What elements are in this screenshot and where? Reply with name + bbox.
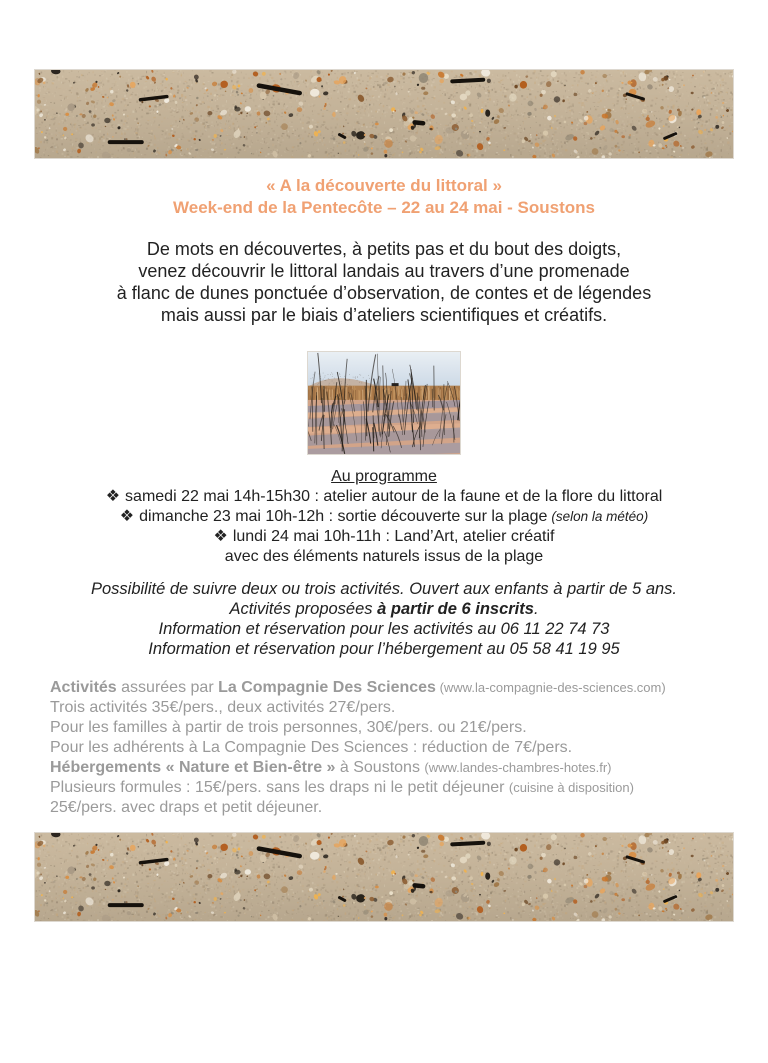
program-item-saturday-text: samedi 22 mai 14h-15h30 : atelier autour de la faune et de la flore du littoral xyxy=(125,488,663,505)
conditions-line-2 xyxy=(0,599,768,619)
program-heading: Au programme xyxy=(331,468,437,485)
banner-photo-bottom xyxy=(34,832,734,922)
event-title-block xyxy=(0,175,768,219)
program-item-monday-text: lundi 24 mai 10h-11h : Land’Art, atelier créatif xyxy=(232,528,555,545)
program-item-monday-cont: avec des éléments naturels issus de la plage xyxy=(224,548,544,565)
min-participants: à partir de 6 inscrits xyxy=(377,600,534,618)
formulas-text: Plusieurs formules : 15€/pers. sans les draps ni le petit déjeuner xyxy=(50,779,509,796)
program-item-sunday xyxy=(0,507,768,527)
program-section xyxy=(0,467,768,567)
pricing-line-2: Trois activités 35€/pers., deux activités 27€/pers. xyxy=(50,699,396,716)
conditions-line-1: Possibilité de suivre deux ou trois activités. Ouvert aux enfants à partir de 5 ans. xyxy=(90,580,678,598)
dunes-photo-canvas xyxy=(308,352,460,454)
activities-phone-line: Information et réservation pour les activités au 06 11 22 74 73 xyxy=(158,620,610,638)
event-title: « A la découverte du littoral » xyxy=(266,176,502,195)
lodging-place: à Soustons xyxy=(335,759,425,776)
lodging-url: (www.landes-chambres-hotes.fr) xyxy=(424,760,612,775)
pricing-line-4: Pour les adhérents à La Compagnie Des Sciences : réduction de 7€/pers. xyxy=(50,739,573,756)
conditions-section xyxy=(0,579,768,659)
event-subtitle: Week-end de la Pentecôte – 22 au 24 mai - Soustons xyxy=(173,198,595,217)
sand-pebbles-photo-bottom xyxy=(35,833,733,921)
sand-pebbles-photo-top xyxy=(35,70,733,158)
provider-url: (www.la-compagnie-des-sciences.com) xyxy=(435,680,666,695)
program-heading-line xyxy=(0,467,768,487)
intro-line-4: mais aussi par le biais d’ateliers scientifiques et créatifs. xyxy=(160,305,608,325)
activities-label: Activités xyxy=(50,679,117,696)
pricing-provider-line xyxy=(50,678,730,698)
intro-line-3: à flanc de dunes ponctuée d’observation, de contes et de légendes xyxy=(116,283,652,303)
diamond-bullet-icon: ❖ xyxy=(105,488,121,505)
intro-line-1: De mots en découvertes, à petits pas et du bout des doigts, xyxy=(146,239,622,259)
diamond-bullet-icon: ❖ xyxy=(213,528,228,545)
diamond-bullet-icon: ❖ xyxy=(119,508,135,525)
provider-name: La Compagnie Des Sciences xyxy=(218,679,436,696)
program-item-sunday-text: dimanche 23 mai 10h-12h : sortie découverte sur la plage xyxy=(139,508,548,525)
pricing-line-3: Pour les familles à partir de trois personnes, 30€/pers. ou 21€/pers. xyxy=(50,719,527,736)
kitchen-note: (cuisine à disposition) xyxy=(508,780,634,795)
conditions-line-2-prefix: Activités proposées xyxy=(229,600,378,618)
lodging-phone-line: Information et réservation pour l’hébergement au 05 58 41 19 95 xyxy=(148,640,620,658)
flyer-page xyxy=(0,69,768,922)
lodging-name: Hébergements « Nature et Bien-être » xyxy=(50,759,336,776)
pricing-section xyxy=(50,678,730,818)
pricing-line-6 xyxy=(50,778,730,798)
banner-photo-top xyxy=(34,69,734,159)
intro-line-2: venez découvrir le littoral landais au travers d’une promenade xyxy=(138,261,630,281)
conditions-line-2-suffix: . xyxy=(533,600,539,618)
weather-note: (selon la météo) xyxy=(551,509,649,524)
program-item-saturday xyxy=(0,487,768,507)
provider-connector: assurées par xyxy=(116,679,219,696)
intro-text xyxy=(0,238,768,326)
pricing-line-7: 25€/pers. avec draps et petit déjeuner. xyxy=(50,799,323,816)
dunes-photo xyxy=(307,351,461,455)
lodging-line xyxy=(50,758,730,778)
program-item-monday xyxy=(0,527,768,547)
